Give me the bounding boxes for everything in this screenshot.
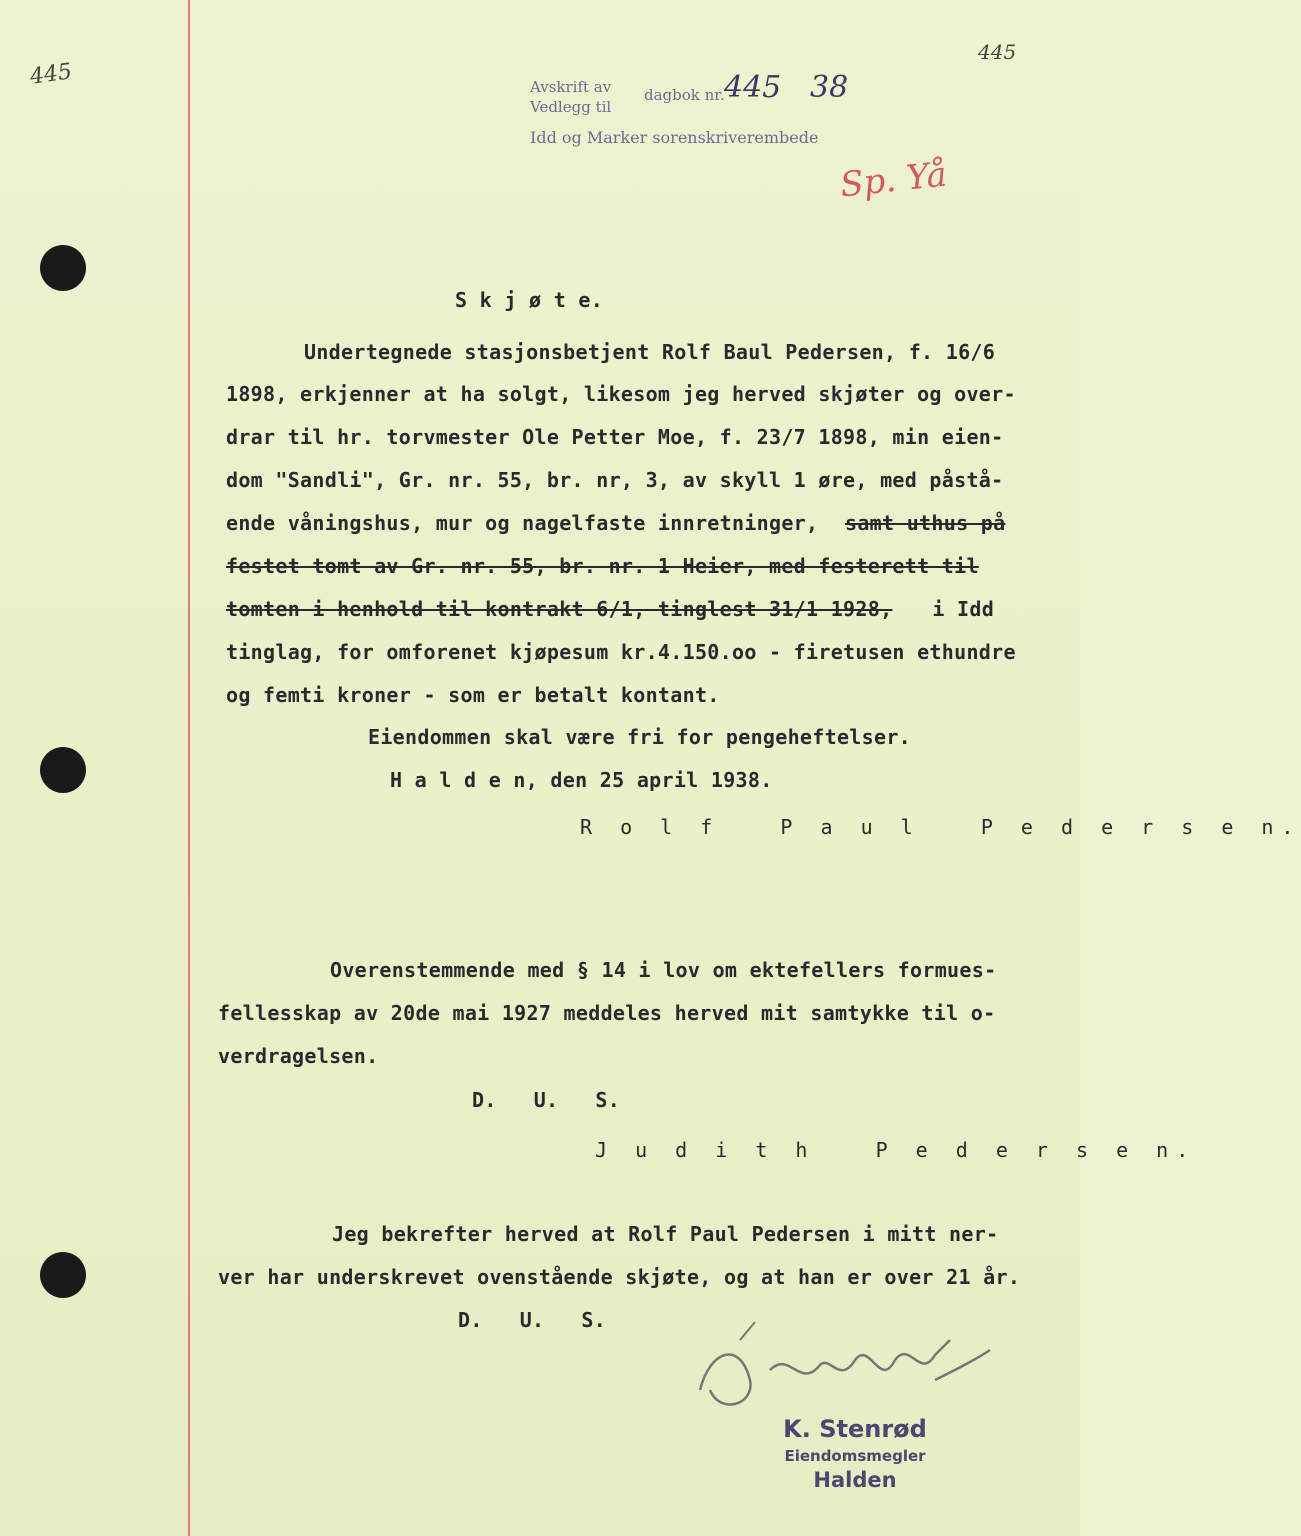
body-line: Undertegnede stasjonsbetjent Rolf Baul Pedersen, f. 16/6 <box>304 340 996 364</box>
stamp-dagbok-number: 445 <box>724 70 782 105</box>
stamp-city: Halden <box>813 1468 897 1492</box>
stamp-line-1: Avskrift av <box>530 78 612 96</box>
body-line: 1898, erkjenner at ha solgt, likesom jeg herved skjøter og over- <box>226 382 1016 406</box>
document-title: S k j ø t e. <box>455 288 604 312</box>
struck-text: samt uthus på <box>845 511 1006 535</box>
consent-line: fellesskap av 20de mai 1927 meddeles herved mit samtykke til o- <box>218 1001 996 1025</box>
body-line: Eiendommen skal være fri for pengeheftelser. <box>368 725 912 749</box>
margin-line <box>188 0 190 1536</box>
margin-note-right: 445 <box>978 40 1017 64</box>
red-handwritten-note: Sp. Yå <box>838 154 949 206</box>
body-line: ende våningshus, mur og nagelfaste innretninger, <box>226 511 819 535</box>
stamp-dagbok-year: 38 <box>810 70 849 105</box>
body-line: drar til hr. torvmester Ole Petter Moe, f. 23/7 1898, min eien- <box>226 425 1004 449</box>
margin-note-left: 445 <box>28 59 74 90</box>
handwritten-signature <box>680 1320 1000 1430</box>
stamp-office: Idd og Marker sorenskriverembede <box>530 128 819 147</box>
struck-text: tomten i henhold til kontrakt 6/1, tinglest 31/1 1928, <box>226 597 893 621</box>
dus-line: D. U. S. <box>458 1308 607 1332</box>
place-date-line: H a l d e n, den 25 april 1938. <box>390 768 773 792</box>
punch-hole <box>40 747 86 793</box>
dus-line: D. U. S. <box>472 1088 621 1112</box>
body-line: dom "Sandli", Gr. nr. 55, br. nr, 3, av skyll 1 øre, med påstå- <box>226 468 1004 492</box>
stamp-line-2: Vedlegg til <box>530 98 612 116</box>
seller-name: R o l f P a u l P e d e r s e n. <box>580 815 1301 839</box>
consent-line: verdragelsen. <box>218 1044 379 1068</box>
witness-line: ver har underskrevet ovenstående skjøte, og at han er over 21 år. <box>218 1265 1021 1289</box>
punch-hole <box>40 1252 86 1298</box>
witness-line: Jeg bekrefter herved at Rolf Paul Pedersen i mitt ner- <box>332 1222 999 1246</box>
spouse-name: J u d i t h P e d e r s e n. <box>595 1138 1197 1162</box>
body-line: og femti kroner - som er betalt kontant. <box>226 683 720 707</box>
stamp-name: K. Stenrød <box>783 1415 927 1443</box>
consent-line: Overenstemmende med § 14 i lov om ektefellers formues- <box>330 958 997 982</box>
stamp-title: Eiendomsmegler <box>784 1447 926 1465</box>
punch-hole <box>40 245 86 291</box>
stamp-dagbok-label: dagbok nr. <box>644 86 725 104</box>
body-line: i Idd <box>920 597 995 621</box>
struck-text: festet tomt av Gr. nr. 55, br. nr. 1 Heier, med festerett til <box>226 554 979 578</box>
body-line: tinglag, for omforenet kjøpesum kr.4.150.oo - firetusen ethundre <box>226 640 1016 664</box>
